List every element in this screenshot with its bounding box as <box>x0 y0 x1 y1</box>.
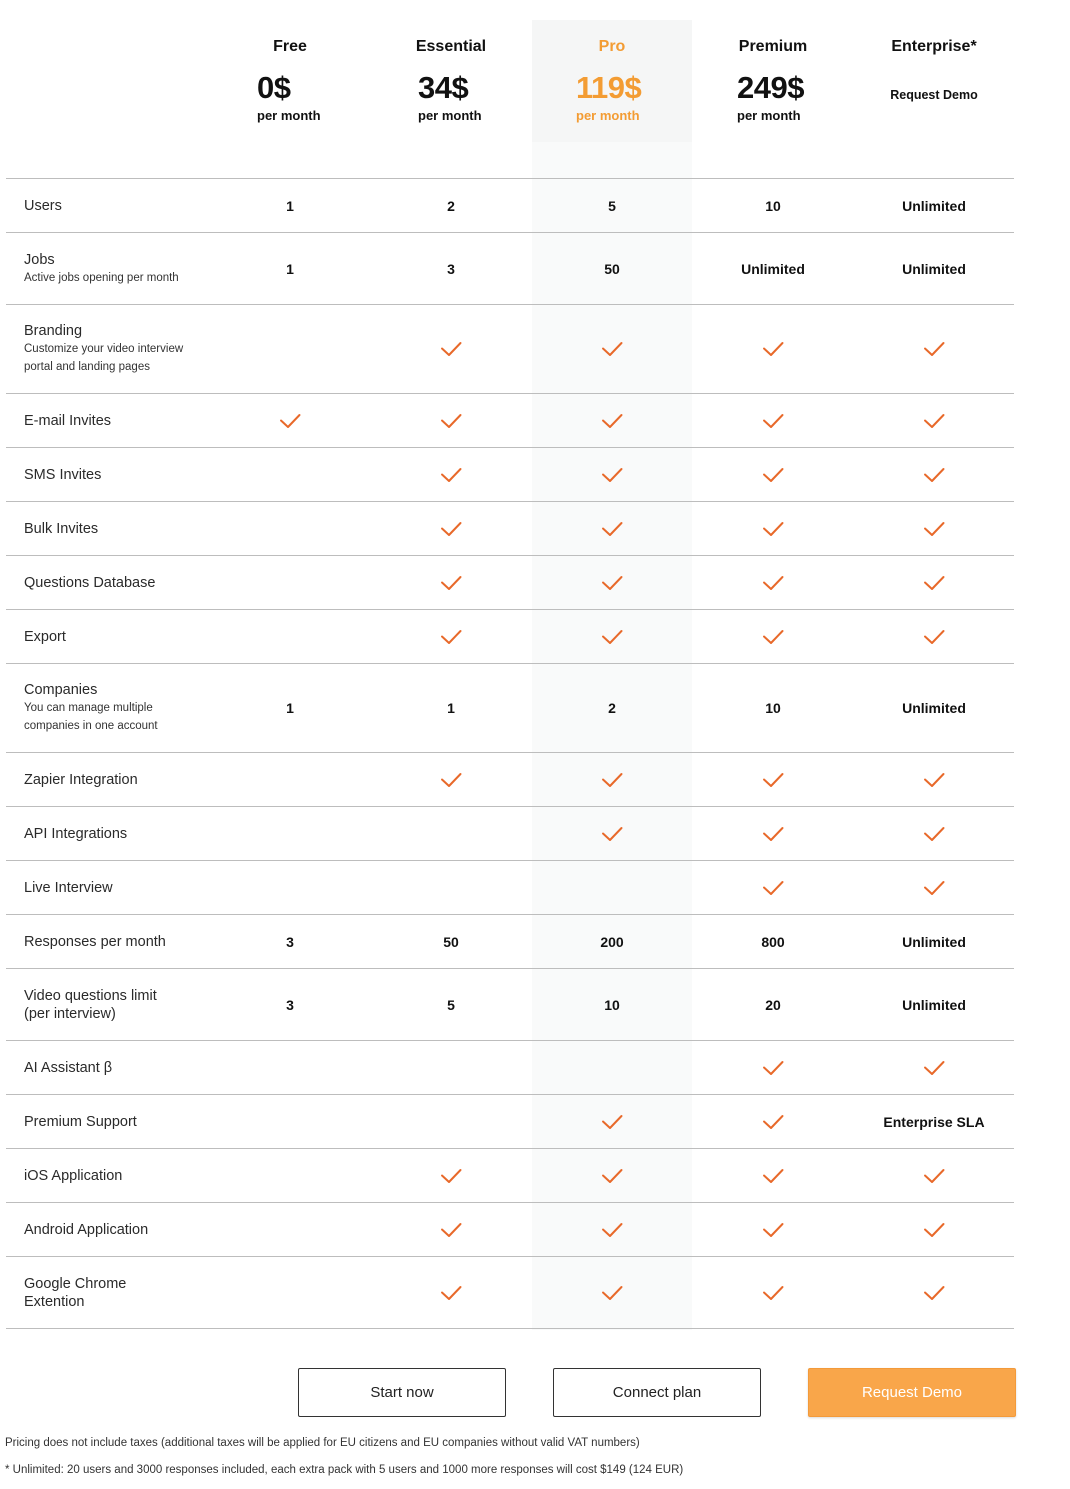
feature-included-cell <box>532 610 692 663</box>
feature-empty-cell <box>210 807 370 860</box>
feature-included-cell <box>693 394 853 447</box>
feature-empty-cell <box>371 861 531 914</box>
feature-included-cell <box>532 1095 692 1148</box>
feature-value-cell: Unlimited <box>902 260 966 277</box>
feature-row <box>6 969 1014 1041</box>
checkmark-icon <box>440 1222 462 1238</box>
feature-label <box>24 969 224 1040</box>
feature-included-cell <box>371 753 531 806</box>
feature-empty-cell <box>371 1095 531 1148</box>
feature-value-cell: Unlimited <box>902 933 966 950</box>
feature-empty-cell <box>210 305 370 393</box>
feature-included-cell <box>371 610 531 663</box>
feature-included-cell <box>693 807 853 860</box>
feature-included-cell <box>532 1149 692 1202</box>
feature-included-cell <box>693 448 853 501</box>
feature-value-cell: 2 <box>447 197 455 214</box>
feature-title: Premium Support <box>24 1113 137 1130</box>
feature-label <box>24 915 224 968</box>
checkmark-icon <box>923 1285 945 1301</box>
plan-price: 119$ <box>576 70 642 105</box>
feature-value-cell: Unlimited <box>902 700 966 716</box>
checkmark-icon <box>923 1168 945 1184</box>
feature-label <box>24 1149 224 1202</box>
feature-description: companies in one account <box>24 720 158 732</box>
checkmark-icon <box>923 629 945 645</box>
plan-name: Free <box>273 38 307 55</box>
feature-label <box>24 1041 224 1094</box>
feature-row <box>6 1095 1014 1149</box>
checkmark-icon <box>601 826 623 842</box>
feature-value-cell: 3 <box>447 260 455 277</box>
plan-period: per month <box>418 108 482 123</box>
feature-included-cell <box>854 753 1014 806</box>
checkmark-icon <box>923 521 945 537</box>
feature-included-cell <box>532 502 692 555</box>
checkmark-icon <box>923 341 945 357</box>
feature-row <box>6 305 1014 394</box>
feature-title: E-mail Invites <box>24 412 112 429</box>
feature-included-cell <box>693 305 853 393</box>
feature-included-cell <box>854 556 1014 609</box>
plan-essential <box>371 0 531 178</box>
feature-included-cell <box>693 1149 853 1202</box>
checkmark-icon <box>601 575 623 591</box>
feature-value-cell: 10 <box>765 197 781 214</box>
feature-label <box>24 1095 224 1148</box>
feature-included-cell <box>371 394 531 447</box>
feature-value-cell: 3 <box>286 996 294 1013</box>
checkmark-icon <box>762 1285 784 1301</box>
feature-empty-cell <box>371 807 531 860</box>
feature-row <box>6 753 1014 807</box>
feature-value-cell: Unlimited <box>902 197 966 214</box>
checkmark-icon <box>601 1168 623 1184</box>
feature-value-cell: 5 <box>447 996 455 1013</box>
feature-label <box>24 448 224 501</box>
feature-title: iOS Application <box>24 1167 123 1184</box>
checkmark-icon <box>923 467 945 483</box>
feature-value-cell: 5 <box>608 197 616 214</box>
feature-row <box>6 448 1014 502</box>
feature-value-cell: 1 <box>286 700 294 716</box>
plan-name: Pro <box>598 38 626 55</box>
feature-row <box>6 915 1014 969</box>
feature-empty-cell <box>210 861 370 914</box>
taxes-note: Pricing does not include taxes (additional taxes will be applied for EU citizens and EU companies without valid VAT numbers) <box>5 1437 640 1449</box>
feature-empty-cell <box>210 1095 370 1148</box>
feature-included-cell <box>371 448 531 501</box>
feature-included-cell <box>532 1257 692 1328</box>
checkmark-icon <box>601 521 623 537</box>
feature-included-cell <box>693 1203 853 1256</box>
checkmark-icon <box>762 826 784 842</box>
feature-value-cell: 20 <box>765 996 781 1013</box>
feature-included-cell <box>854 861 1014 914</box>
checkmark-icon <box>601 1285 623 1301</box>
feature-included-cell <box>371 1149 531 1202</box>
plan-enterprise <box>854 0 1014 178</box>
feature-row <box>6 394 1014 448</box>
plan-period: per month <box>576 108 640 123</box>
checkmark-icon <box>762 629 784 645</box>
feature-included-cell <box>854 448 1014 501</box>
feature-title: Live Interview <box>24 879 113 896</box>
feature-label <box>24 753 224 806</box>
feature-row <box>6 1203 1014 1257</box>
checkmark-icon <box>762 1060 784 1076</box>
checkmark-icon <box>601 341 623 357</box>
feature-empty-cell <box>210 556 370 609</box>
feature-included-cell <box>693 610 853 663</box>
checkmark-icon <box>923 880 945 896</box>
checkmark-icon <box>762 880 784 896</box>
feature-included-cell <box>854 502 1014 555</box>
plan-name: Premium <box>738 38 808 55</box>
feature-included-cell <box>693 1257 853 1328</box>
feature-label <box>24 807 224 860</box>
feature-included-cell <box>854 305 1014 393</box>
feature-value-cell: 1 <box>286 260 294 277</box>
feature-empty-cell <box>532 861 692 914</box>
feature-value-cell: 800 <box>761 933 785 950</box>
feature-empty-cell <box>210 610 370 663</box>
feature-label <box>24 1257 224 1328</box>
checkmark-icon <box>601 1222 623 1238</box>
feature-included-cell <box>854 1041 1014 1094</box>
feature-description: Customize your video interview <box>24 343 184 355</box>
feature-label <box>24 556 224 609</box>
feature-empty-cell <box>210 1149 370 1202</box>
checkmark-icon <box>440 521 462 537</box>
feature-included-cell <box>532 305 692 393</box>
feature-title: Companies <box>24 682 98 698</box>
checkmark-icon <box>440 575 462 591</box>
feature-value-cell: 10 <box>765 700 781 716</box>
feature-value-cell: 2 <box>608 700 616 716</box>
feature-title: AI Assistant β <box>24 1059 113 1076</box>
checkmark-icon <box>923 1222 945 1238</box>
checkmark-icon <box>440 413 462 429</box>
feature-title-line2: (per interview) <box>24 1005 116 1022</box>
feature-included-cell <box>371 1203 531 1256</box>
feature-value-cell: Enterprise SLA <box>883 1113 985 1130</box>
feature-included-cell <box>693 753 853 806</box>
feature-included-cell <box>371 502 531 555</box>
feature-included-cell <box>532 556 692 609</box>
feature-row <box>6 861 1014 915</box>
checkmark-icon <box>762 413 784 429</box>
feature-title: API Integrations <box>24 825 128 842</box>
checkmark-icon <box>762 1114 784 1130</box>
feature-title: Jobs <box>24 251 55 268</box>
feature-empty-cell <box>210 448 370 501</box>
feature-table <box>6 178 1014 1329</box>
checkmark-icon <box>923 1060 945 1076</box>
feature-row <box>6 233 1014 305</box>
feature-included-cell <box>693 502 853 555</box>
feature-row <box>6 179 1014 233</box>
plan-buttons <box>0 1368 1070 1418</box>
checkmark-icon <box>601 1114 623 1130</box>
checkmark-icon <box>762 1222 784 1238</box>
plan-header <box>0 0 1070 178</box>
feature-included-cell <box>854 394 1014 447</box>
feature-row <box>6 556 1014 610</box>
feature-included-cell <box>693 861 853 914</box>
feature-title: Android Application <box>24 1221 149 1238</box>
feature-included-cell <box>532 448 692 501</box>
checkmark-icon <box>440 1168 462 1184</box>
plan-period: per month <box>257 108 321 123</box>
feature-included-cell <box>532 753 692 806</box>
feature-value-cell: 1 <box>286 197 294 214</box>
checkmark-icon <box>923 826 945 842</box>
plan-free <box>210 0 370 178</box>
checkmark-icon <box>601 467 623 483</box>
feature-title: Video questions limit <box>24 987 157 1004</box>
feature-included-cell <box>693 1041 853 1094</box>
feature-row <box>6 1149 1014 1203</box>
connect-plan-button[interactable]: Connect plan <box>553 1368 761 1417</box>
checkmark-icon <box>279 413 301 429</box>
checkmark-icon <box>923 575 945 591</box>
feature-included-cell <box>371 1257 531 1328</box>
checkmark-icon <box>923 772 945 788</box>
feature-label <box>24 610 224 663</box>
feature-label <box>24 502 224 555</box>
feature-empty-cell <box>210 502 370 555</box>
feature-included-cell <box>854 1257 1014 1328</box>
feature-row <box>6 610 1014 664</box>
feature-empty-cell <box>210 1203 370 1256</box>
feature-title: SMS Invites <box>24 466 102 483</box>
checkmark-icon <box>601 772 623 788</box>
plan-name: Enterprise* <box>891 38 977 55</box>
feature-empty-cell <box>210 753 370 806</box>
feature-label <box>24 394 224 447</box>
feature-included-cell <box>854 807 1014 860</box>
plan-request-demo[interactable]: Request Demo <box>890 88 978 102</box>
feature-title: Users <box>24 197 62 214</box>
feature-empty-cell <box>371 1041 531 1094</box>
feature-title: Google Chrome <box>24 1275 127 1292</box>
feature-row <box>6 1257 1014 1329</box>
plan-pro <box>532 0 692 178</box>
checkmark-icon <box>440 467 462 483</box>
checkmark-icon <box>440 341 462 357</box>
feature-description: Active jobs opening per month <box>24 271 179 284</box>
checkmark-icon <box>601 629 623 645</box>
feature-label <box>24 305 224 393</box>
checkmark-icon <box>762 467 784 483</box>
feature-included-cell <box>854 1149 1014 1202</box>
feature-label <box>24 233 224 304</box>
plan-premium <box>693 0 853 178</box>
checkmark-icon <box>601 413 623 429</box>
feature-empty-cell <box>210 1257 370 1328</box>
feature-row <box>6 1041 1014 1095</box>
checkmark-icon <box>440 629 462 645</box>
feature-title: Branding <box>24 323 83 339</box>
feature-description: portal and landing pages <box>24 361 150 373</box>
start-now-button[interactable]: Start now <box>298 1368 506 1417</box>
feature-label <box>24 179 224 232</box>
checkmark-icon <box>762 521 784 537</box>
plan-name: Essential <box>415 38 487 55</box>
plan-price: 249$ <box>737 70 804 105</box>
feature-included-cell <box>532 1203 692 1256</box>
feature-included-cell <box>371 556 531 609</box>
feature-included-cell <box>210 394 370 447</box>
feature-title: Questions Database <box>24 574 156 591</box>
feature-row <box>6 664 1014 753</box>
feature-row <box>6 807 1014 861</box>
plan-period: per month <box>737 108 801 123</box>
feature-value-cell: 50 <box>443 933 459 950</box>
feature-row <box>6 502 1014 556</box>
feature-empty-cell <box>210 1041 370 1094</box>
checkmark-icon <box>762 575 784 591</box>
feature-included-cell <box>693 556 853 609</box>
unlimited-note: * Unlimited: 20 users and 3000 responses included, each extra pack with 5 users and 1000 more responses will cost $149 (124 EUR) <box>5 1464 684 1476</box>
feature-title: Export <box>24 628 66 645</box>
feature-included-cell <box>693 1095 853 1148</box>
feature-value-cell: 10 <box>604 996 620 1013</box>
feature-included-cell <box>854 610 1014 663</box>
plan-price: 0$ <box>257 70 291 105</box>
feature-value-cell: 1 <box>447 700 455 716</box>
feature-description: You can manage multiple <box>24 702 153 714</box>
feature-label <box>24 664 224 752</box>
request-demo-button[interactable]: Request Demo <box>808 1368 1016 1417</box>
feature-empty-cell <box>532 1041 692 1094</box>
checkmark-icon <box>762 341 784 357</box>
checkmark-icon <box>923 413 945 429</box>
feature-value-cell: Unlimited <box>741 260 805 277</box>
feature-value-cell: 3 <box>286 933 294 950</box>
feature-value-cell: 50 <box>604 260 620 277</box>
feature-title: Responses per month <box>24 933 166 950</box>
feature-included-cell <box>371 305 531 393</box>
feature-value-cell: 200 <box>600 933 624 950</box>
feature-title-line2: Extention <box>24 1293 85 1310</box>
plan-price: 34$ <box>418 70 469 105</box>
feature-value-cell: Unlimited <box>902 996 966 1013</box>
checkmark-icon <box>440 772 462 788</box>
feature-label <box>24 861 224 914</box>
feature-title: Zapier Integration <box>24 771 138 788</box>
feature-label <box>24 1203 224 1256</box>
feature-title: Bulk Invites <box>24 520 99 537</box>
feature-included-cell <box>532 394 692 447</box>
feature-included-cell <box>532 807 692 860</box>
checkmark-icon <box>762 1168 784 1184</box>
checkmark-icon <box>762 772 784 788</box>
checkmark-icon <box>440 1285 462 1301</box>
feature-included-cell <box>854 1203 1014 1256</box>
